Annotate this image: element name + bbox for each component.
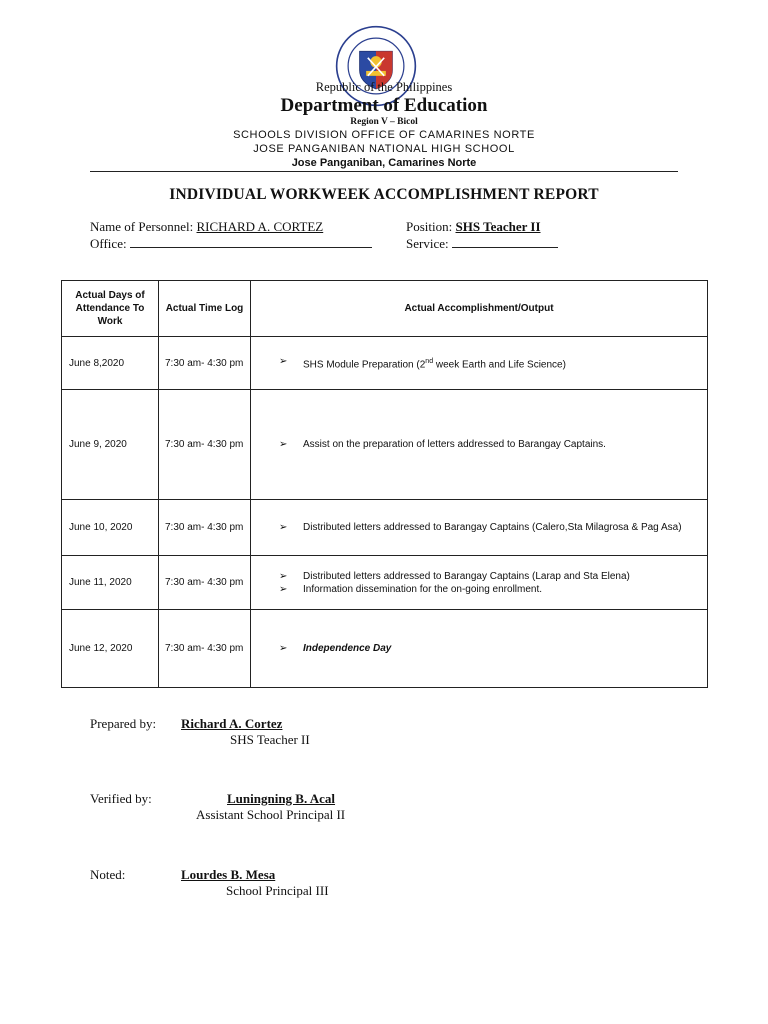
name-value: RICHARD A. CORTEZ [196, 219, 324, 234]
list-item: ➢ Distributed letters addressed to Barangay Captains (Larap and Sta Elena) [279, 570, 630, 582]
accomplishment-cell [251, 390, 708, 500]
arrow-bullet-icon: ➢ [279, 570, 288, 582]
header-time: Actual Time Log [159, 281, 251, 337]
office-label: Office: [90, 236, 127, 251]
service-row [406, 235, 558, 252]
date-cell: June 10, 2020 [62, 500, 159, 556]
header-days: Actual Days of Attendance To Work [62, 281, 159, 337]
table-row [62, 390, 708, 500]
list-item: ➢ SHS Module Preparation (2nd week Earth and Life Science) [279, 355, 566, 371]
list-item: ➢ Distributed letters addressed to Barangay Captains (Calero,Sta Milagrosa & Pag Asa) [279, 522, 682, 533]
table-row [62, 556, 708, 610]
header-accomplishment: Actual Accomplishment/Output [251, 281, 708, 337]
position-label: Position: [406, 219, 453, 234]
office-row [90, 235, 372, 252]
list-item: ➢ Independence Day [279, 643, 392, 654]
arrow-bullet-icon: ➢ [279, 522, 288, 533]
report-title: INDIVIDUAL WORKWEEK ACCOMPLISHMENT REPORT [169, 186, 599, 203]
service-blank [452, 235, 558, 248]
arrow-bullet-icon: ➢ [279, 355, 288, 367]
list-item: ➢ Assist on the preparation of letters addressed to Barangay Captains. [279, 439, 606, 450]
date-cell: June 8,2020 [62, 337, 159, 390]
time-cell: 7:30 am- 4:30 pm [159, 610, 251, 688]
arrow-bullet-icon: ➢ [279, 439, 288, 450]
time-cell: 7:30 am- 4:30 pm [159, 500, 251, 556]
service-label: Service: [406, 236, 449, 251]
department-name: Department of Education [280, 95, 488, 116]
noted-title: School Principal III [226, 883, 329, 898]
personnel-name-row [90, 219, 323, 235]
accomplishment-cell [251, 337, 708, 390]
time-cell: 7:30 am- 4:30 pm [159, 390, 251, 500]
position-row [406, 219, 541, 235]
name-label: Name of Personnel: [90, 219, 194, 234]
table-row [62, 610, 708, 688]
date-cell: June 9, 2020 [62, 390, 159, 500]
table-header-row [62, 281, 708, 337]
verified-name: Luningning B. Acal [227, 791, 336, 806]
accomplishment-cell [251, 556, 708, 610]
arrow-bullet-icon: ➢ [279, 583, 288, 595]
list-item: ➢ Information dissemination for the on-going enrollment. [279, 583, 543, 595]
region-line: Region V – Bicol [350, 117, 418, 127]
table-row [62, 337, 708, 390]
accomplishment-cell [251, 610, 708, 688]
date-cell: June 11, 2020 [62, 556, 159, 610]
prepared-name: Richard A. Cortez [181, 716, 283, 731]
republic-line: Republic of the Philippines [315, 80, 453, 94]
table-row [62, 500, 708, 556]
verified-label: Verified by: [90, 791, 152, 806]
verified-title: Assistant School Principal II [196, 807, 346, 822]
town-line: Jose Panganiban, Camarines Norte [291, 157, 477, 169]
school-name: JOSE PANGANIBAN NATIONAL HIGH SCHOOL [253, 143, 515, 155]
prepared-label: Prepared by: [90, 716, 157, 731]
noted-label: Noted: [90, 867, 126, 882]
accomplishment-table [61, 280, 708, 688]
office-blank [130, 235, 372, 248]
arrow-bullet-icon: ➢ [279, 643, 288, 654]
time-cell: 7:30 am- 4:30 pm [159, 337, 251, 390]
position-value: SHS Teacher II [455, 219, 541, 234]
division-line: SCHOOLS DIVISION OFFICE OF CAMARINES NORTE [233, 129, 535, 141]
time-cell: 7:30 am- 4:30 pm [159, 556, 251, 610]
prepared-title: SHS Teacher II [230, 732, 310, 747]
accomplishment-cell [251, 500, 708, 556]
header-divider [90, 171, 678, 172]
noted-name: Lourdes B. Mesa [181, 867, 276, 882]
date-cell: June 12, 2020 [62, 610, 159, 688]
